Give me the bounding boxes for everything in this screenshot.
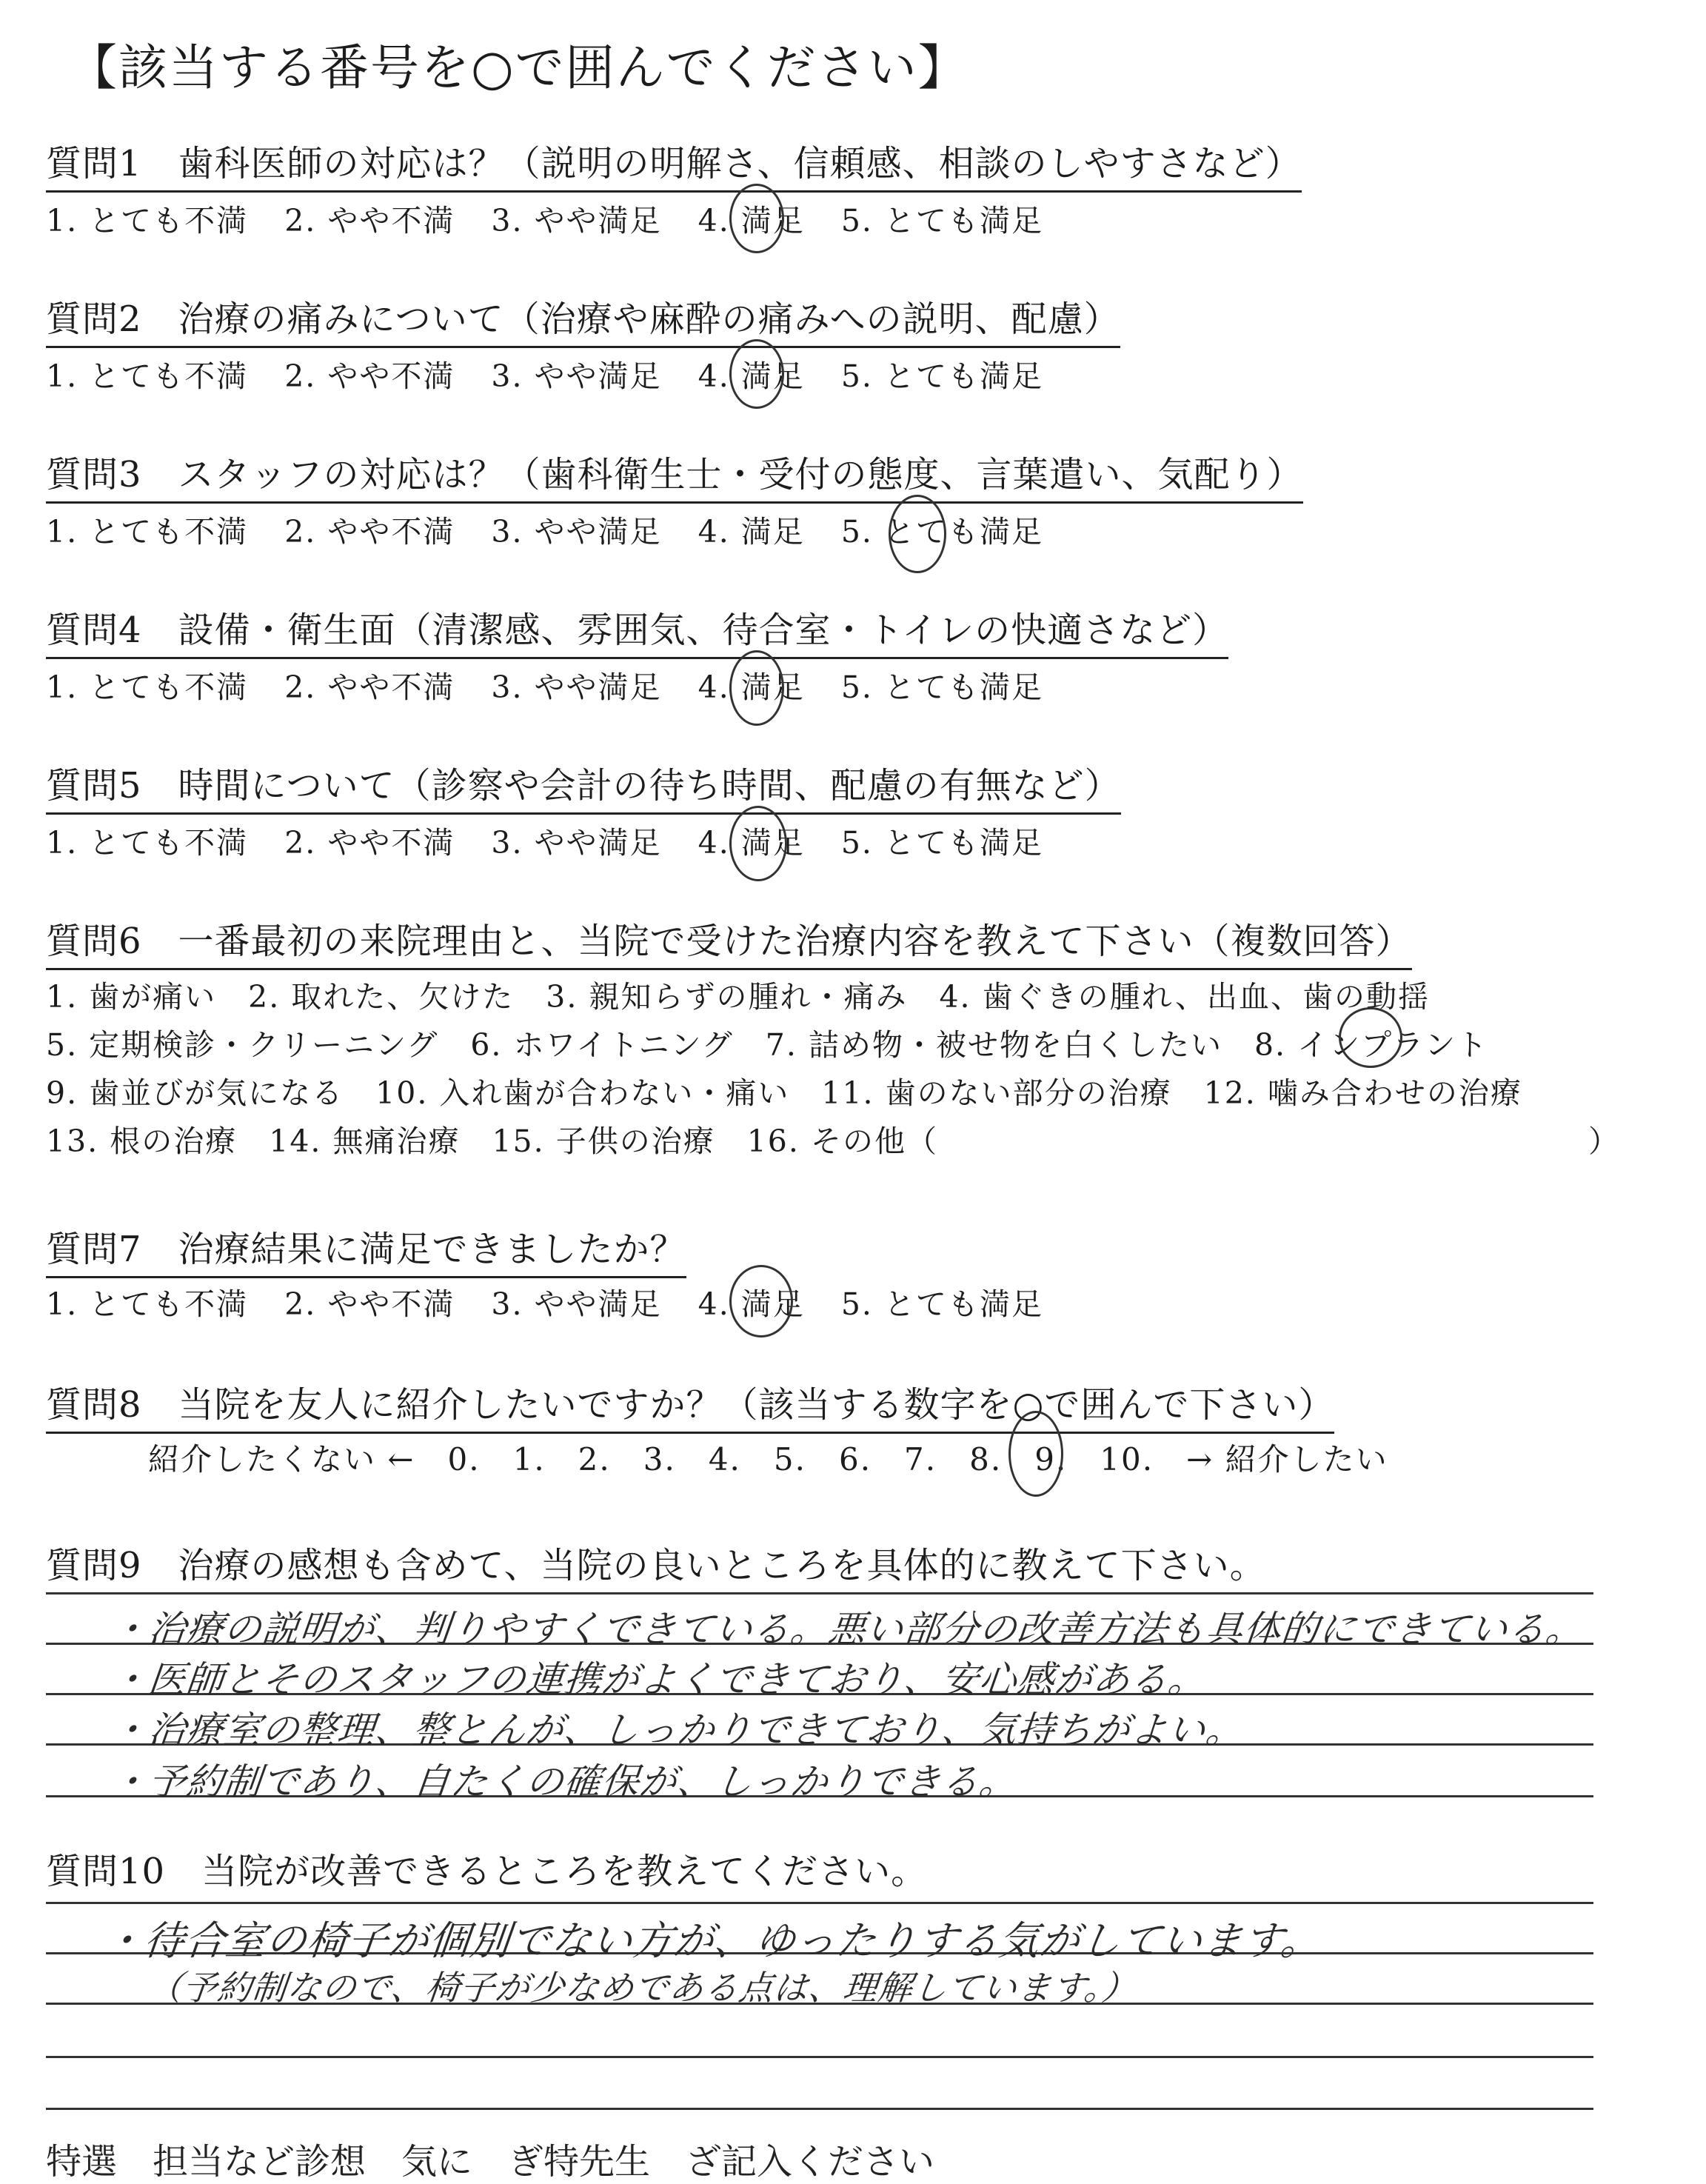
question-1-options — [46, 196, 1068, 240]
answer-line — [46, 1902, 1593, 1904]
handwritten-answer: ・治療室の整理、整とんが、しっかりできており、気持ちがよい。 — [108, 1709, 1246, 1751]
option[interactable]: 4. 満足 — [698, 358, 805, 394]
handwritten-answer: ・予約制であり、自たくの確保が、しっかりできる。 — [108, 1760, 1020, 1803]
question-6-row-4[interactable]: 13. 根の治療 14. 無痛治療 15. 子供の治療 16. その他（ — [46, 1123, 938, 1159]
option[interactable]: 1. とても不満 — [46, 203, 249, 238]
selection-circle-q6 — [1339, 1007, 1402, 1068]
option[interactable]: 3. やや満足 — [491, 1286, 662, 1322]
option[interactable]: 4. 満足 — [698, 669, 805, 705]
option[interactable]: 2. やや不満 — [284, 203, 455, 238]
question-6-title-wrap — [46, 912, 1412, 970]
handwritten-answer: ・治療の説明が、判りやすくできている。悪い部分の改善方法も具体的にできている。 — [108, 1608, 1586, 1651]
option[interactable]: 2. やや不満 — [284, 1286, 455, 1322]
question-4-title: 質問4 設備・衛生面（清潔感、雰囲気、待合室・トイレの快適さなど） — [46, 601, 1228, 659]
option[interactable]: 2. やや不満 — [284, 358, 455, 394]
selection-circle-q3 — [889, 495, 946, 573]
option[interactable]: 5. とても満足 — [840, 514, 1043, 550]
selection-circle-q5 — [729, 806, 787, 881]
question-8-title: 質問8 当院を友人に紹介したいですか？（該当する数字を○で囲んで下さい） — [46, 1376, 1334, 1434]
option[interactable]: 3. やや満足 — [491, 203, 662, 238]
option[interactable]: 4. 満足 — [698, 514, 805, 550]
question-1-title: 質問1 歯科医師の対応は？（説明の明解さ、信頼感、相談のしやすさなど） — [46, 135, 1302, 193]
option[interactable]: 3. やや満足 — [491, 358, 662, 394]
option[interactable]: 2. やや不満 — [284, 669, 455, 705]
answer-line — [46, 2056, 1593, 2058]
question-2-options — [46, 352, 1068, 395]
handwritten-answer: ・医師とそのスタッフの連携がよくできており、安心感がある。 — [108, 1658, 1208, 1701]
option[interactable]: 4. 満足 — [698, 203, 805, 238]
question-5-options — [46, 818, 1068, 862]
question-1-title-wrap — [46, 135, 1302, 193]
option[interactable]: 5. とても満足 — [840, 203, 1043, 238]
question-2-title-wrap — [46, 290, 1120, 348]
handwritten-answer: （予約制なので、椅子が少なめである点は、理解しています。） — [145, 1968, 1139, 2008]
question-6-row-1[interactable]: 1. 歯が痛い 2. 取れた、欠けた 3. 親知らずの腫れ・痛み 4. 歯ぐきの腫れ、出血、歯の動揺 — [46, 979, 1431, 1015]
option[interactable]: 5. とても満足 — [840, 1286, 1043, 1322]
question-7-options — [46, 1280, 1068, 1323]
form-header: 【該当する番号を○で囲んでください】 — [68, 39, 969, 96]
option[interactable]: 5. とても満足 — [840, 358, 1043, 394]
option[interactable]: 2. やや不満 — [284, 825, 455, 861]
question-5-title: 質問5 時間について（診察や会計の待ち時間、配慮の有無など） — [46, 757, 1121, 815]
answer-line — [46, 1592, 1593, 1594]
question-7-title-wrap — [46, 1220, 686, 1278]
selection-circle-q1 — [729, 184, 784, 253]
option[interactable]: 4. 満足 — [698, 1286, 805, 1322]
question-10-title: 質問10 当院が改善できるところを教えてください。 — [46, 1851, 928, 1892]
selection-circle-q2 — [729, 339, 784, 409]
option[interactable]: 5. とても満足 — [840, 669, 1043, 705]
question-6-row-3[interactable]: 9. 歯並びが気になる 10. 入れ歯が合わない・痛い 11. 歯のない部分の治療 12. 噛み合わせの治療 — [46, 1075, 1522, 1111]
selection-circle-q4 — [729, 650, 784, 726]
question-4-options — [46, 663, 1068, 707]
question-4-title-wrap — [46, 601, 1228, 659]
answer-line — [46, 2108, 1593, 2110]
question-8-title-wrap — [46, 1376, 1334, 1434]
option[interactable]: 2. やや不満 — [284, 514, 455, 550]
question-3-title-wrap — [46, 446, 1303, 504]
selection-circle-q8 — [1008, 1411, 1063, 1497]
selection-circle-q7 — [729, 1265, 793, 1338]
question-6-row-4-close: ） — [1588, 1123, 1620, 1159]
option[interactable]: 3. やや満足 — [491, 825, 662, 861]
option[interactable]: 1. とても不満 — [46, 669, 249, 705]
question-6-row-2[interactable]: 5. 定期検診・クリーニング 6. ホワイトニング 7. 詰め物・被せ物を白くしたい 8. インプラント — [46, 1027, 1489, 1063]
question-8-scale[interactable]: 紹介したくない ← 0. 1. 2. 3. 4. 5. 6. 7. 8. 9. 10. → 紹介したい — [148, 1441, 1388, 1477]
question-6-title: 質問6 一番最初の来院理由と、当院で受けた治療内容を教えて下さい（複数回答） — [46, 912, 1412, 970]
option[interactable]: 3. やや満足 — [491, 669, 662, 705]
question-3-title: 質問3 スタッフの対応は？（歯科衛生士・受付の態度、言葉遣い、気配り） — [46, 446, 1303, 504]
option[interactable]: 1. とても不満 — [46, 1286, 249, 1322]
option[interactable]: 1. とても不満 — [46, 825, 249, 861]
option[interactable]: 4. 満足 — [698, 825, 805, 861]
option[interactable]: 3. やや満足 — [491, 514, 662, 550]
question-9-title: 質問9 治療の感想も含めて、当院の良いところを具体的に教えて下さい。 — [46, 1545, 1266, 1586]
question-2-title: 質問2 治療の痛みについて（治療や麻酔の痛みへの説明、配慮） — [46, 290, 1120, 348]
handwritten-answer: ・待合室の椅子が個別でない方が、ゆったりする気がしています。 — [101, 1917, 1325, 1964]
question-7-title: 質問7 治療結果に満足できましたか？ — [46, 1220, 686, 1278]
footer-partial-text: 特選 担当など診想 気に ぎ特先生 ざ記入ください — [46, 2141, 935, 2183]
option[interactable]: 1. とても不満 — [46, 358, 249, 394]
option[interactable]: 5. とても満足 — [840, 825, 1043, 861]
option[interactable]: 1. とても不満 — [46, 514, 249, 550]
question-5-title-wrap — [46, 757, 1121, 815]
